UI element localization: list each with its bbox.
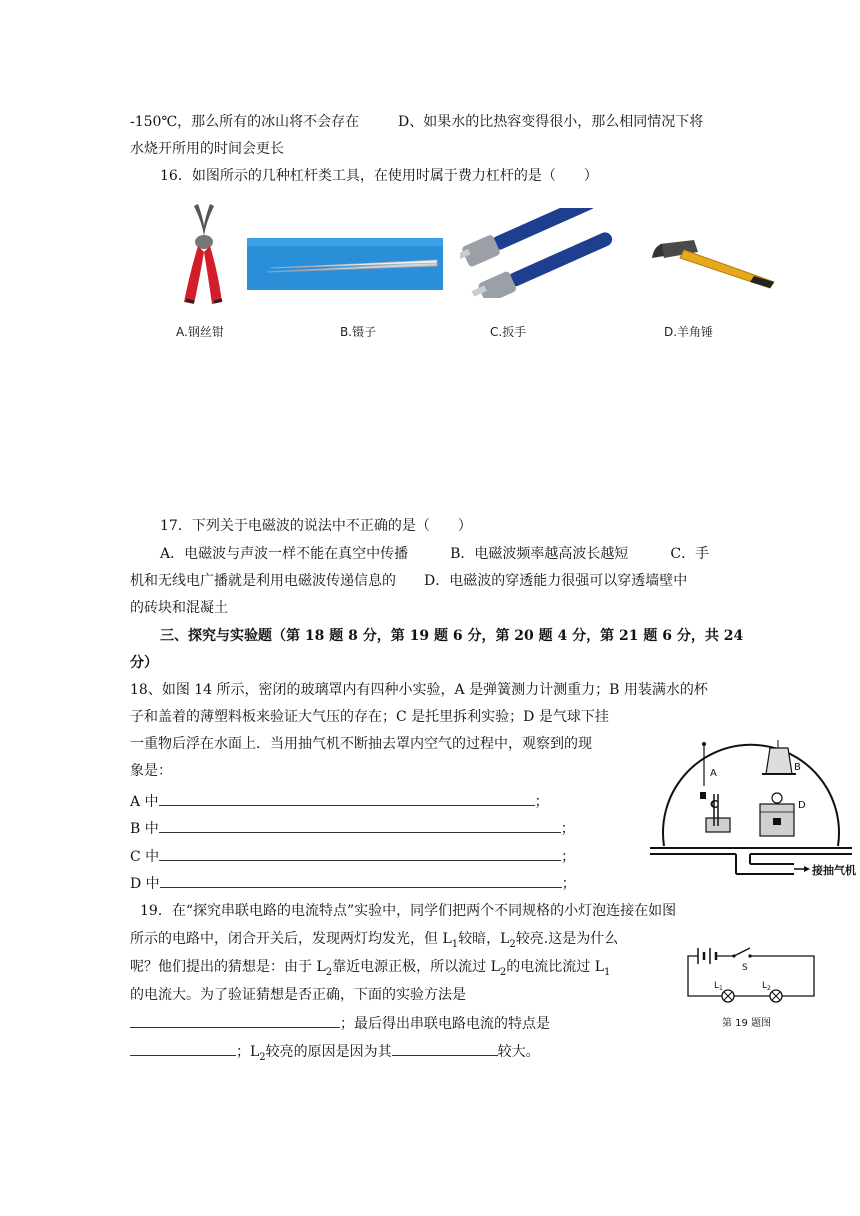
subscript: 2 — [325, 966, 333, 978]
q18-blank-a — [130, 791, 549, 812]
q18-line3: 一重物后浮在水面上．当用抽气机不断抽去罩内空气的过程中，观察到的现 — [130, 736, 592, 752]
q15-line1-right: D、如果水的比热容变得很小，那么相同情况下将 — [398, 114, 704, 130]
q19-line3 — [130, 957, 610, 983]
label-c: C — [710, 798, 719, 811]
hammer-image — [650, 234, 782, 290]
caption-b: B.镊子 — [340, 325, 377, 339]
q19-line5-end: ；最后得出串联电路电流的特点是 — [340, 1016, 550, 1032]
caption-d: D.羊角锤 — [664, 325, 714, 339]
answer-line[interactable] — [130, 1013, 340, 1028]
q18-blank-label: D 中 — [130, 876, 160, 892]
q19-line6-a: ；L — [236, 1044, 260, 1060]
subscript: 2 — [259, 1051, 266, 1063]
q18-line4: 象是： — [130, 763, 172, 779]
q19-line3-b: 靠近电源正极，所以流过 L — [332, 959, 500, 975]
q19-line3-a: 呢？他们提出的猜想是：由于 L — [130, 959, 326, 975]
label-d: D — [798, 800, 806, 811]
q19-line6 — [130, 1041, 540, 1068]
q19-line4: 的电流大。为了验证猜想是否正确，下面的实验方法是 — [130, 987, 466, 1003]
q19-line5 — [130, 1013, 550, 1034]
caption-c: C.扳手 — [490, 325, 527, 339]
q18-blank-label: A 中 — [130, 794, 159, 810]
label-b: B — [794, 762, 801, 773]
q18-blank-end: ； — [560, 821, 575, 837]
answer-line[interactable] — [159, 846, 561, 861]
q18-blank-d — [130, 873, 576, 894]
q18-blank-b — [130, 818, 575, 839]
q19-line2-c: 较亮.这是为什么 — [515, 931, 619, 947]
q18-line2: 子和盖着的薄塑料板来验证大气压的存在；C 是托里拆利实验；D 是气球下挂 — [130, 709, 609, 725]
q19-line2-b: 较暗，L — [458, 931, 510, 947]
bell-jar-diagram — [646, 722, 858, 884]
q18-blank-label: C 中 — [130, 849, 160, 865]
subscript: 1 — [604, 966, 611, 978]
wrench-image — [460, 208, 620, 298]
pliers-image — [172, 202, 236, 306]
pump-label: 接抽气机 — [812, 864, 856, 877]
q19-line3-c: 的电流比流过 L — [506, 959, 604, 975]
q17-stem: 17．下列关于电磁波的说法中不正确的是（ ） — [160, 518, 472, 534]
q18-blank-end: ； — [534, 794, 549, 810]
q19-line6-c: 较大。 — [497, 1044, 540, 1060]
q18-line1: 18、如图 14 所示，密闭的玻璃罩内有四种小实验，A 是弹簧测力计测重力；B 用装满水的杯 — [130, 682, 708, 698]
q19-line2 — [130, 929, 618, 955]
q15-line1-left: -150℃，那么所有的冰山将不会存在 — [130, 114, 360, 130]
answer-line[interactable] — [159, 818, 561, 833]
q19-line1: 19．在“探究串联电路的电流特点”实验中，同学们把两个不同规格的小灯泡连接在如图 — [140, 903, 677, 919]
tweezers-image — [247, 238, 443, 290]
q19-line6-b: 较亮的原因是因为其 — [265, 1044, 392, 1060]
label-a: A — [710, 768, 717, 779]
subscript: 1 — [451, 938, 459, 950]
q17-line1: A．电磁波与声波一样不能在真空中传播 B．电磁波频率越高波长越短 C．手 — [160, 546, 710, 562]
q15-line2: 水烧开所用的时间会更长 — [130, 141, 284, 157]
answer-line[interactable] — [392, 1041, 498, 1056]
circuit-diagram — [680, 936, 830, 1036]
subscript: 2 — [509, 938, 516, 950]
switch-label: S — [742, 963, 748, 973]
section3-title-line1: 三、探究与实验题（第 18 题 8 分，第 19 题 6 分，第 20 题 4 分，第 21 题 6 分，共 24 — [160, 628, 744, 644]
answer-line[interactable] — [160, 873, 562, 888]
q18-blank-end: ； — [561, 876, 576, 892]
circuit-caption: 第 19 题图 — [722, 1018, 772, 1029]
lamp2-label: $L_2$ — [762, 981, 771, 992]
q18-blank-end: ； — [561, 849, 576, 865]
section3-title-line2: 分） — [130, 655, 158, 671]
answer-line[interactable] — [159, 791, 535, 806]
answer-line[interactable] — [130, 1041, 236, 1056]
subscript: 2 — [499, 966, 507, 978]
caption-a: A.钢丝钳 — [176, 325, 224, 339]
q17-line3: 的砖块和混凝土 — [130, 600, 228, 616]
lamp1-label: $L_1$ — [714, 981, 723, 992]
q18-blank-c — [130, 846, 575, 867]
q19-line2-a: 所示的电路中，闭合开关后，发现两灯均发光，但 L — [130, 931, 452, 947]
q16-stem: 16．如图所示的几种杠杆类工具，在使用时属于费力杠杆的是（ ） — [160, 168, 598, 184]
q18-blank-label: B 中 — [130, 821, 159, 837]
q17-line2: 机和无线电广播就是利用电磁波传递信息的 D．电磁波的穿透能力很强可以穿透墙壁中 — [130, 573, 688, 589]
